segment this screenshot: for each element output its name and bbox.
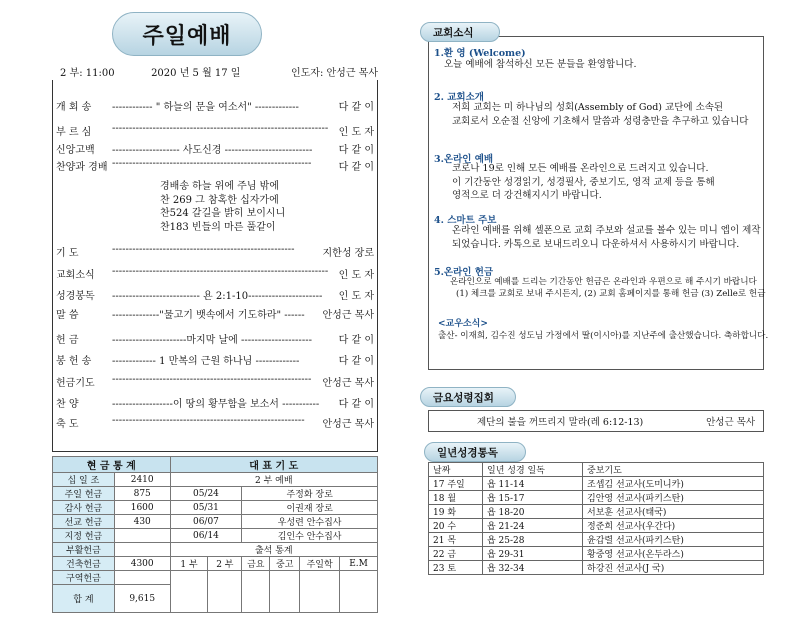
church-news-pill: 교회소식: [420, 22, 500, 42]
attendance-col: 2 부: [208, 557, 242, 571]
online-worship-title: 3.온라인 예배: [434, 154, 494, 165]
reading-missionary: 조셉김 선교사(도미니카): [583, 477, 764, 491]
order-item-person: 인 도 자: [338, 291, 374, 302]
order-item-label: 기 도: [56, 248, 79, 259]
order-item: [56, 395, 374, 410]
offering-header: 현 금 통 계: [53, 457, 171, 473]
intro-text: 저희 교회는 미 하나님의 성회(Assembly of God) 교단에 소속된 교회로서 오순절 신앙에 기초해서 말씀과 성령충만을 추구하고 있습니다: [452, 102, 749, 127]
order-item: [56, 158, 374, 173]
order-item-person: 다 같 이: [338, 399, 374, 410]
order-item: [56, 123, 374, 138]
prayer-name: 이권재 장로: [242, 501, 378, 515]
reading-date: 20 수: [429, 519, 483, 533]
order-item-detail: ----------------------------------------------------------------: [112, 266, 329, 277]
reading-date: 22 금: [429, 547, 483, 561]
reading-missionary: 정준희 선교사(우간다): [583, 519, 764, 533]
reading-header: 중보기도: [583, 463, 764, 477]
welcome-text: 오늘 예배에 참석하신 모든 분들을 환영합니다.: [444, 59, 637, 70]
order-item-detail: ------------------------------------------------------: [112, 244, 295, 255]
attendance-col: 중고: [270, 557, 300, 571]
reading-date: 21 목: [429, 533, 483, 547]
order-item-label: 개 회 송: [56, 102, 92, 113]
order-item-person: 인 도 자: [338, 270, 374, 281]
worship-title: 주일예배: [142, 23, 232, 49]
reading-passage: 욥 25-28: [483, 533, 583, 547]
order-item: [56, 374, 374, 389]
order-item-person: 인 도 자: [338, 127, 374, 138]
order-item: [56, 415, 374, 430]
order-item-label: 봉 헌 송: [56, 356, 92, 367]
reading-date: 18 월: [429, 491, 483, 505]
attendance-col: 금요: [242, 557, 270, 571]
order-item-person: 지한성 장로: [322, 248, 374, 259]
reading-passage: 욥 32-34: [483, 561, 583, 575]
order-item: [56, 244, 374, 259]
order-item-detail: ---------------------------------------------------------: [112, 415, 305, 426]
offering-label: 선교 헌금: [53, 515, 115, 529]
offering-amount: [114, 529, 170, 543]
order-item: [56, 306, 374, 321]
order-item-person: 다 같 이: [338, 145, 374, 156]
reading-header-row: [429, 463, 764, 477]
friday-meeting-box: [428, 410, 764, 432]
prayer-name: 김인수 안수집사: [242, 529, 378, 543]
offering-total-label: 합 계: [53, 585, 115, 613]
reading-missionary: 황중영 선교사(온두라스): [583, 547, 764, 561]
order-item-person: 다 같 이: [338, 162, 374, 173]
reading-header: 날짜: [429, 463, 483, 477]
service-leader: 인도자: 안성근 목사: [290, 68, 378, 79]
reading-row: [429, 561, 764, 575]
reading-row: [429, 519, 764, 533]
friday-meeting-pill: 금요성령집회: [420, 387, 516, 407]
offering-label: 건축헌금: [53, 557, 115, 571]
welcome-title: 1.환 영 (Welcome): [434, 48, 526, 59]
offering-label: 지정 헌금: [53, 529, 115, 543]
worship-title-banner: [112, 12, 262, 56]
reading-date: 19 화: [429, 505, 483, 519]
attendance-header: 출석 통계: [170, 543, 377, 557]
prayer-service: 2 부 예배: [170, 473, 377, 487]
offering-amount: [114, 543, 170, 557]
offering-label: 주일 헌금: [53, 487, 115, 501]
member-news-title: <교우소식>: [438, 319, 488, 329]
reading-row: [429, 505, 764, 519]
online-worship-text: 코로나 19로 인해 모든 예배를 온라인으로 드려지고 있습니다. 이 기간동안 성경읽기, 성경필사, 중보기도, 영적 교제 등을 통해 영적으로 더 강건해지시기 바랍니다.: [452, 163, 715, 201]
hymn-line: 경배송 하늘 위에 주님 밖에: [160, 181, 279, 192]
order-item-label: 헌금기도: [56, 378, 95, 389]
smart-bulletin-text: 온라인 예배를 위해 셀폰으로 교회 주보와 설교를 볼수 있는 미니 엡이 제작 되었습니다. 카톡으로 보내드리오니 다운하셔서 사용하시기 바랍니다.: [452, 225, 761, 250]
order-item-person: 안성근 목사: [322, 310, 374, 321]
bible-reading-pill: 일년성경통독: [424, 442, 526, 462]
order-item-label: 찬양과 경배: [56, 162, 108, 173]
reading-passage: 욥 18-20: [483, 505, 583, 519]
order-item-detail: -----------------------------------------------------------: [112, 158, 312, 169]
order-item-detail: ------------ " 하늘의 문을 여소서" -------------: [112, 102, 299, 113]
reading-header: 일년 성경 일독: [483, 463, 583, 477]
order-item-detail: -------------------------- 욘 2:1-10----------------------: [112, 291, 323, 302]
order-item-person: 안성근 목사: [322, 419, 374, 430]
order-item-person: 다 같 이: [338, 102, 374, 113]
online-giving-title: 5.온라인 헌금: [434, 267, 494, 278]
order-item-detail: ------------- 1 만복의 근원 하나님 -------------: [112, 356, 300, 367]
prayer-name: 우성련 안수집사: [242, 515, 378, 529]
reading-missionary: 하강진 선교사(J 국): [583, 561, 764, 575]
order-item-label: 교회소식: [56, 270, 95, 281]
reading-passage: 욥 11-14: [483, 477, 583, 491]
friday-meeting-verse: 제단의 불을 꺼뜨리지 말라(레 6:12-13): [477, 417, 644, 428]
friday-meeting-leader: 안성근 목사: [706, 417, 755, 428]
order-item-label: 성경봉독: [56, 291, 95, 302]
prayer-date: 05/24: [170, 487, 242, 501]
prayer-date: 06/14: [170, 529, 242, 543]
offering-amount: 1600: [114, 501, 170, 515]
order-item-person: 다 같 이: [338, 335, 374, 346]
order-item-person: 다 같 이: [338, 356, 374, 367]
service-info-line: [60, 64, 378, 79]
order-item-detail: ----------------------마지막 날에 ---------------------: [112, 335, 312, 346]
reading-missionary: 서보훈 선교사(태국): [583, 505, 764, 519]
reading-missionary: 윤갑렬 선교사(파키스탄): [583, 533, 764, 547]
offering-label: 부활헌금: [53, 543, 115, 557]
order-item-detail: -------------------- 사도신경 --------------------------: [112, 145, 313, 156]
attendance-col: 주일학: [300, 557, 340, 571]
hymn-line: 찬183 빈들의 마른 풀같이: [160, 221, 276, 233]
offering-label: 구역헌금: [53, 571, 115, 585]
order-item-detail: ------------------이 땅의 황무함을 보소서 -----------: [112, 399, 320, 410]
offering-amount: [114, 571, 170, 585]
offering-amount: 4300: [114, 557, 170, 571]
reading-row: [429, 477, 764, 491]
attendance-col: 1 부: [170, 557, 208, 571]
order-item: [56, 98, 374, 113]
order-item: [56, 352, 374, 367]
bible-reading-table: [428, 462, 764, 575]
prayer-date: 05/31: [170, 501, 242, 515]
reading-row: [429, 491, 764, 505]
reading-date: 23 토: [429, 561, 483, 575]
order-item: [56, 266, 374, 281]
order-item-label: 축 도: [56, 419, 79, 430]
member-news-text: 출산- 이재희, 김수진 성도님 가정에서 딸(이시아)를 지난주에 출산했습니다. 축하합니다.: [438, 331, 769, 341]
order-item-label: 신앙고백: [56, 145, 95, 156]
reading-date: 17 주일: [429, 477, 483, 491]
reading-passage: 욥 21-24: [483, 519, 583, 533]
service-date: 2020 년 5 월 17 일: [151, 68, 241, 79]
order-item-label: 말 씀: [56, 310, 79, 321]
order-item: [56, 141, 374, 156]
order-item-label: 부 르 심: [56, 127, 92, 138]
offering-label: 십 일 조: [53, 473, 115, 487]
prayer-name: 주정화 장로: [242, 487, 378, 501]
online-giving-text: 온라인으로 예배를 드리는 기간동안 헌금은 온라인과 우편으로 해 주시기 바랍니다 (1) 체크를 교회로 보내 주시든지, (2) 교회 홈페이지를 통해 헌금 (3) Zelle로 헌금: [450, 277, 766, 299]
offering-amount: 875: [114, 487, 170, 501]
attendance-col: E.M: [340, 557, 378, 571]
praise-hymn-list: [160, 180, 285, 234]
hymn-line: 찬524 갈길을 밝히 보이시니: [160, 208, 286, 219]
prayer-roster-header: 대 표 기 도: [170, 457, 377, 473]
reading-missionary: 김안영 선교사(파키스탄): [583, 491, 764, 505]
hymn-line: 찬 269 그 참혹한 십자가에: [160, 194, 279, 206]
order-item: [56, 331, 374, 346]
order-item-label: 찬 양: [56, 399, 79, 410]
order-item-detail: -----------------------------------------------------------: [112, 374, 312, 385]
intro-title: 2. 교회소개: [434, 92, 484, 103]
order-item-label: 헌 금: [56, 335, 79, 346]
service-time: 2 부: 11:00: [60, 68, 115, 79]
smart-bulletin-title: 4. 스마트 주보: [434, 215, 497, 226]
offering-amount: 430: [114, 515, 170, 529]
reading-passage: 욥 29-31: [483, 547, 583, 561]
order-item: [56, 287, 374, 302]
offering-total: 9,615: [114, 585, 170, 613]
prayer-date: 06/07: [170, 515, 242, 529]
offering-label: 감사 헌금: [53, 501, 115, 515]
offering-table: [52, 456, 378, 613]
order-item-detail: ----------------------------------------------------------------: [112, 123, 329, 134]
reading-row: [429, 547, 764, 561]
order-item-person: 안성근 목사: [322, 378, 374, 389]
offering-amount: 2410: [114, 473, 170, 487]
order-item-detail: --------------"물고기 뱃속에서 기도하라" ------: [112, 310, 305, 321]
reading-row: [429, 533, 764, 547]
reading-passage: 욥 15-17: [483, 491, 583, 505]
